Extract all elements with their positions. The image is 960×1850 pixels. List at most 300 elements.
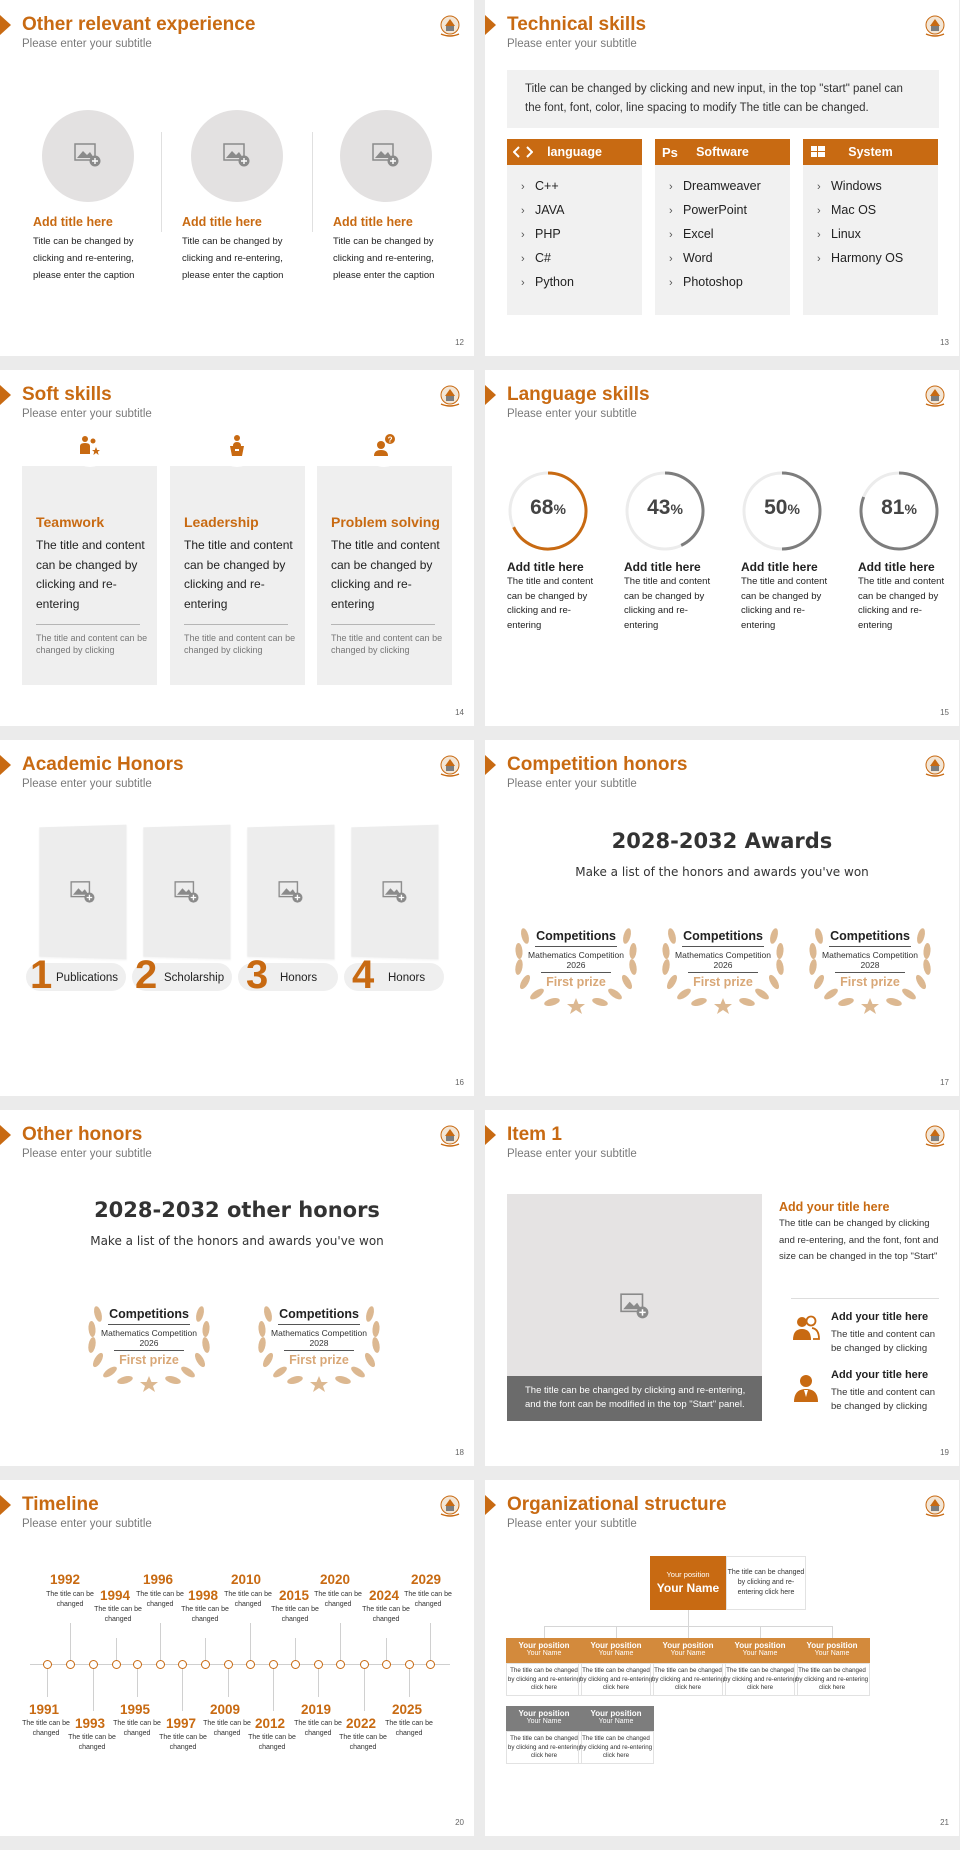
item-desc: Title can be changed by clicking and re-entering, please enter the caption <box>333 236 435 281</box>
org-name: Your Name <box>656 1581 720 1595</box>
card-divider <box>36 624 140 625</box>
crest-logo-icon <box>921 12 949 40</box>
award-divider <box>108 1324 190 1325</box>
award-divider <box>114 1350 184 1351</box>
timeline-dot <box>426 1660 435 1669</box>
crest-logo-icon <box>921 382 949 410</box>
org-desc: The title can be changed by clicking and re-entering click here <box>722 1663 798 1696</box>
slide-title: Language skills <box>507 384 650 405</box>
award-title: Competitions <box>830 929 910 943</box>
award-badge <box>80 1296 218 1396</box>
card-desc: The title and content can be changed by clicking and re-entering <box>331 538 440 611</box>
slide-subtitle: Please enter your subtitle <box>22 1148 152 1160</box>
timeline-stem <box>116 1638 117 1660</box>
svg-text:Ps: Ps <box>662 145 678 160</box>
org-head-desc: The title can be changed by clicking and re-entering click here <box>726 1556 806 1610</box>
column-header <box>803 139 938 165</box>
ring-value: 50% <box>764 496 800 519</box>
award-detail: Mathematics Competition 2028 <box>271 1328 367 1348</box>
timeline-text: The title can be changed <box>46 1591 94 1608</box>
slide-subtitle: Please enter your subtitle <box>22 778 152 790</box>
slide-subtitle: Please enter your subtitle <box>22 1518 152 1530</box>
timeline-stem <box>318 1669 319 1697</box>
page-number: 13 <box>940 338 949 347</box>
timeline-text: The title can be changed <box>339 1734 387 1751</box>
award-title: Competitions <box>109 1307 189 1321</box>
image-placeholder-icon <box>382 880 408 904</box>
honor-label: Publications <box>56 972 119 984</box>
card-note: The title and content can be changed by clicking <box>184 633 296 655</box>
group-icon <box>791 1313 821 1343</box>
slide-15[interactable] <box>485 370 959 726</box>
teamwork-icon <box>78 434 102 458</box>
timeline-stem <box>430 1623 431 1660</box>
award-title: Competitions <box>279 1307 359 1321</box>
card-title: Leadership <box>184 514 259 530</box>
timeline-stem <box>273 1669 274 1711</box>
column-header-label: Software <box>696 145 749 159</box>
slide-title: Item 1 <box>507 1124 562 1145</box>
slide-title: Organizational structure <box>507 1494 727 1515</box>
awards-subheading: Make a list of the honors and awards you've won <box>90 1234 384 1248</box>
image-placeholder-icon <box>74 142 102 168</box>
card-title: Teamwork <box>36 514 105 530</box>
timeline-dot <box>291 1660 300 1669</box>
timeline-stem <box>295 1638 296 1660</box>
timeline-dot <box>246 1660 255 1669</box>
timeline-year: 1992 <box>50 1572 81 1587</box>
ring-desc: The title and content can be changed by clicking and re-entering <box>507 576 594 631</box>
timeline-text: The title can be changed <box>136 1591 184 1608</box>
timeline-stem <box>70 1623 71 1660</box>
timeline-dot <box>269 1660 278 1669</box>
list-item: › Mac OS <box>817 199 938 223</box>
card-divider <box>331 624 435 625</box>
slide-title: Other honors <box>22 1124 143 1145</box>
award-title: Competitions <box>683 929 763 943</box>
image-placeholder[interactable] <box>143 825 230 960</box>
list-item: › Word <box>669 247 790 271</box>
timeline-dot <box>314 1660 323 1669</box>
image-placeholder[interactable] <box>340 110 432 202</box>
image-placeholder-icon <box>372 142 400 168</box>
skill-list <box>655 165 790 295</box>
skill-column-software <box>655 139 790 315</box>
skill-list <box>803 165 938 271</box>
org-box[interactable]: Your position Your Name <box>722 1638 798 1663</box>
page-number: 18 <box>455 1448 464 1457</box>
page-number: 15 <box>940 708 949 717</box>
timeline-stem <box>205 1638 206 1660</box>
ring-title: Add title here <box>507 560 584 574</box>
item-title: Add title here <box>182 215 262 229</box>
timeline-year: 1996 <box>143 1572 174 1587</box>
page-number: 17 <box>940 1078 949 1087</box>
crest-logo-icon <box>436 752 464 780</box>
slide-16[interactable] <box>0 740 474 1096</box>
timeline-year: 2019 <box>301 1702 332 1717</box>
timeline-text: The title can be changed <box>224 1591 272 1608</box>
title-marker <box>485 15 496 35</box>
awards-heading: 2028-2032 other honors <box>94 1198 380 1222</box>
award-detail: Mathematics Competition 2026 <box>675 950 771 970</box>
org-box[interactable]: Your position Your Name <box>578 1638 654 1663</box>
timeline-text: The title can be changed <box>94 1606 142 1623</box>
timeline-year: 2029 <box>411 1572 442 1587</box>
card-divider <box>184 624 288 625</box>
timeline-year: 2020 <box>320 1572 351 1587</box>
awards-subheading: Make a list of the honors and awards you've won <box>575 865 869 879</box>
crest-logo-icon <box>921 752 949 780</box>
image-placeholder[interactable] <box>191 110 283 202</box>
slide-title: Other relevant experience <box>22 14 256 35</box>
progress-ring <box>741 470 823 552</box>
title-marker <box>485 385 496 405</box>
timeline-dot <box>178 1660 187 1669</box>
crest-logo-icon <box>921 1492 949 1520</box>
ring-title: Add title here <box>741 560 818 574</box>
timeline-text: The title can be changed <box>22 1720 70 1737</box>
icon-badge <box>216 425 258 467</box>
person-icon <box>791 1373 821 1403</box>
timeline-stem <box>386 1638 387 1660</box>
award-detail: Mathematics Competition 2026 <box>101 1328 197 1348</box>
awards-heading: 2028-2032 Awards <box>611 829 833 853</box>
slide-19[interactable] <box>485 1110 959 1466</box>
org-connector <box>688 1626 689 1638</box>
ring-desc: The title and content can be changed by clicking and re-entering <box>741 576 828 631</box>
point-title: Add your title here <box>831 1369 929 1381</box>
image-placeholder[interactable] <box>351 825 438 960</box>
title-marker <box>485 755 496 775</box>
award-detail: Mathematics Competition 2026 <box>528 950 624 970</box>
progress-ring <box>507 470 589 552</box>
slide-subtitle: Please enter your subtitle <box>22 408 152 420</box>
image-placeholder-icon <box>70 880 96 904</box>
ring-title: Add title here <box>624 560 701 574</box>
point-desc: The title and content can be changed by clicking <box>831 1329 936 1354</box>
title-marker <box>485 1125 496 1145</box>
org-box[interactable]: Your position Your Name <box>578 1706 654 1731</box>
leader-podium-icon <box>225 434 249 458</box>
timeline-text: The title can be changed <box>181 1606 229 1623</box>
image-caption: The title can be changed by clicking and re-entering, and the font can be modified in the top "Start" panel. <box>507 1376 762 1421</box>
intro-text: Title can be changed by clicking and new input, in the top "start" panel can the font, font, color, line spacing to modify The title can be changed. <box>507 70 939 128</box>
skill-card <box>317 466 452 685</box>
slide-13[interactable] <box>485 0 959 356</box>
timeline-text: The title can be changed <box>248 1734 296 1751</box>
org-head-box[interactable] <box>650 1556 726 1610</box>
list-item: › PHP <box>521 223 642 247</box>
award-detail: Mathematics Competition 2028 <box>822 950 918 970</box>
item-desc: Title can be changed by clicking and re-entering, please enter the caption <box>182 236 284 281</box>
timeline-text: The title can be changed <box>159 1734 207 1751</box>
slide-subtitle: Please enter your subtitle <box>507 1518 637 1530</box>
crest-logo-icon <box>436 382 464 410</box>
skill-column-system <box>803 139 938 315</box>
svg-text:?: ? <box>387 435 393 445</box>
ps-icon <box>661 144 681 160</box>
timeline-dot <box>201 1660 210 1669</box>
slide-subtitle: Please enter your subtitle <box>507 408 637 420</box>
page-number: 21 <box>940 1818 949 1827</box>
column-header-label: language <box>547 145 602 159</box>
icon-badge <box>69 425 111 467</box>
org-connector <box>544 1626 545 1638</box>
timeline-dot <box>43 1660 52 1669</box>
list-item: › PowerPoint <box>669 199 790 223</box>
award-prize: First prize <box>840 975 900 989</box>
skill-column-language <box>507 139 642 315</box>
slide-title: Timeline <box>22 1494 99 1515</box>
timeline-year: 2025 <box>392 1702 423 1717</box>
award-prize: First prize <box>289 1353 349 1367</box>
org-box[interactable]: Your position Your Name <box>794 1638 870 1663</box>
timeline-dot <box>156 1660 165 1669</box>
org-desc: The title can be changed by clicking and re-entering click here <box>794 1663 870 1696</box>
award-divider <box>688 972 758 973</box>
code-icon <box>513 144 533 160</box>
timeline-text: The title can be changed <box>362 1606 410 1623</box>
item-desc: Title can be changed by clicking and re-entering, please enter the caption <box>33 236 135 281</box>
title-marker <box>0 15 11 35</box>
honor-label: Honors <box>280 972 318 984</box>
org-connector <box>688 1610 689 1626</box>
divider <box>161 132 162 232</box>
timeline-dot <box>133 1660 142 1669</box>
slide-subtitle: Please enter your subtitle <box>507 38 637 50</box>
page-number: 19 <box>940 1448 949 1457</box>
title-marker <box>0 755 11 775</box>
timeline-text: The title can be changed <box>385 1720 433 1737</box>
timeline-stem <box>47 1669 48 1697</box>
timeline-text: The title can be changed <box>314 1591 362 1608</box>
crest-logo-icon <box>436 1122 464 1150</box>
org-connector <box>832 1626 833 1638</box>
skill-list <box>507 165 642 295</box>
ring-value: 68% <box>530 496 566 519</box>
org-connector <box>760 1626 761 1638</box>
timeline-year: 1991 <box>29 1702 60 1717</box>
award-divider <box>284 1350 354 1351</box>
award-badge <box>801 918 939 1018</box>
award-divider <box>541 972 611 973</box>
page-number: 12 <box>455 338 464 347</box>
list-item: › Windows <box>817 175 938 199</box>
card-desc: The title and content can be changed by clicking and re-entering <box>36 538 145 611</box>
org-connector <box>616 1626 617 1638</box>
card-note: The title and content can be changed by clicking <box>36 633 148 655</box>
timeline-dot <box>360 1660 369 1669</box>
list-item: › Dreamweaver <box>669 175 790 199</box>
timeline-year: 2022 <box>346 1716 377 1731</box>
point-title: Add your title here <box>831 1311 929 1323</box>
column-header <box>507 139 642 165</box>
crest-logo-icon <box>436 1492 464 1520</box>
list-item: › Photoshop <box>669 271 790 295</box>
divider <box>312 132 313 232</box>
award-badge <box>250 1296 388 1396</box>
ring-title: Add title here <box>858 560 935 574</box>
list-item: › Python <box>521 271 642 295</box>
ring-value: 81% <box>881 496 917 519</box>
point-desc: The title and content can be changed by clicking <box>831 1387 936 1412</box>
timeline-dot <box>66 1660 75 1669</box>
timeline-year: 1993 <box>75 1716 106 1731</box>
crest-logo-icon <box>921 1122 949 1150</box>
ring-value: 43% <box>647 496 683 519</box>
ring-desc: The title and content can be changed by clicking and re-entering <box>858 576 945 631</box>
image-placeholder-icon <box>223 142 251 168</box>
award-divider <box>829 946 911 947</box>
award-title: Competitions <box>536 929 616 943</box>
card-title: Problem solving <box>331 514 440 530</box>
timeline-stem <box>182 1669 183 1711</box>
org-desc: The title can be changed by clicking and re-entering click here <box>578 1663 654 1696</box>
timeline-text: The title can be changed <box>68 1734 116 1751</box>
honor-label: Honors <box>388 972 426 984</box>
slide-21[interactable] <box>485 1480 959 1836</box>
timeline-dot <box>405 1660 414 1669</box>
timeline-dot <box>112 1660 121 1669</box>
award-prize: First prize <box>546 975 606 989</box>
timeline-year: 1994 <box>100 1588 131 1603</box>
windows-icon <box>809 144 829 160</box>
honor-number: 3 <box>246 953 269 997</box>
page-number: 20 <box>455 1818 464 1827</box>
progress-ring <box>858 470 940 552</box>
timeline-year: 2024 <box>369 1588 400 1603</box>
honor-number: 1 <box>30 953 53 997</box>
title-marker <box>0 1495 11 1515</box>
timeline-text: The title can be changed <box>203 1720 251 1737</box>
item-title: Add title here <box>333 215 413 229</box>
slide-14[interactable] <box>0 370 474 726</box>
org-position: Your position <box>666 1570 710 1579</box>
divider <box>791 1298 939 1299</box>
list-item: › Harmony OS <box>817 247 938 271</box>
page-number: 14 <box>455 708 464 717</box>
column-header <box>655 139 790 165</box>
page-number: 16 <box>455 1078 464 1087</box>
item-title: Add title here <box>33 215 113 229</box>
timeline-stem <box>364 1669 365 1711</box>
section-title: Add your title here <box>779 1200 890 1214</box>
timeline-text: The title can be changed <box>113 1720 161 1737</box>
timeline-dot <box>89 1660 98 1669</box>
slide-title: Technical skills <box>507 14 647 35</box>
list-item: › C++ <box>521 175 642 199</box>
award-prize: First prize <box>693 975 753 989</box>
timeline-year: 2009 <box>210 1702 241 1717</box>
award-badge <box>507 918 645 1018</box>
org-desc: The title can be changed by clicking and re-entering click here <box>506 1731 582 1764</box>
image-placeholder[interactable] <box>247 825 334 960</box>
org-box[interactable]: Your position Your Name <box>650 1638 726 1663</box>
org-desc: The title can be changed by clicking and re-entering click here <box>578 1731 654 1764</box>
crest-logo-icon <box>436 12 464 40</box>
award-badge <box>654 918 792 1018</box>
skill-card <box>22 466 157 685</box>
org-desc: The title can be changed by clicking and re-entering click here <box>650 1663 726 1696</box>
card-note: The title and content can be changed by clicking <box>331 633 443 655</box>
slide-title: Competition honors <box>507 754 688 775</box>
timeline-dot <box>382 1660 391 1669</box>
card-desc: The title and content can be changed by clicking and re-entering <box>184 538 293 611</box>
list-item: › JAVA <box>521 199 642 223</box>
slide-subtitle: Please enter your subtitle <box>507 778 637 790</box>
slide-subtitle: Please enter your subtitle <box>507 1148 637 1160</box>
award-divider <box>682 946 764 947</box>
timeline-stem <box>409 1669 410 1697</box>
award-divider <box>535 946 617 947</box>
question-person-icon <box>372 434 396 458</box>
slide-title: Soft skills <box>22 384 112 405</box>
timeline-stem <box>137 1669 138 1697</box>
list-item: › Excel <box>669 223 790 247</box>
list-item: › Linux <box>817 223 938 247</box>
honor-number: 4 <box>352 953 375 997</box>
timeline-stem <box>93 1669 94 1711</box>
image-placeholder-icon <box>174 880 200 904</box>
timeline-text: The title can be changed <box>294 1720 342 1737</box>
timeline-stem <box>340 1623 341 1660</box>
slide-18[interactable] <box>0 1110 474 1466</box>
title-marker <box>0 1125 11 1145</box>
award-prize: First prize <box>119 1353 179 1367</box>
timeline-stem <box>250 1623 251 1660</box>
progress-ring <box>624 470 706 552</box>
award-divider <box>835 972 905 973</box>
timeline-text: The title can be changed <box>404 1591 452 1608</box>
timeline-year: 1997 <box>166 1716 197 1731</box>
org-desc: The title can be changed by clicking and re-entering click here <box>506 1663 582 1696</box>
title-marker <box>0 385 11 405</box>
icon-badge <box>363 425 405 467</box>
timeline-text: The title can be changed <box>271 1606 319 1623</box>
award-divider <box>278 1324 360 1325</box>
timeline-year: 2010 <box>231 1572 262 1587</box>
timeline-dot <box>224 1660 233 1669</box>
image-placeholder[interactable] <box>39 825 126 960</box>
timeline-dot <box>336 1660 345 1669</box>
column-header-label: System <box>848 145 893 159</box>
slide-17[interactable] <box>485 740 959 1096</box>
title-marker <box>485 1495 496 1515</box>
slide-12[interactable] <box>0 0 474 356</box>
slide-20[interactable] <box>0 1480 474 1836</box>
image-placeholder[interactable] <box>42 110 134 202</box>
org-box[interactable]: Your position Your Name <box>506 1638 582 1663</box>
org-box[interactable]: Your position Your Name <box>506 1706 582 1731</box>
slide-title: Academic Honors <box>22 754 184 775</box>
timeline-stem <box>160 1623 161 1660</box>
skill-card <box>170 466 305 685</box>
timeline-year: 2015 <box>279 1588 310 1603</box>
section-desc: The title can be changed by clicking and re-entering, and the font, font and size can be changed in the top "Start" <box>779 1218 939 1262</box>
honor-label: Scholarship <box>164 972 225 984</box>
timeline-stem <box>228 1669 229 1697</box>
list-item: › C# <box>521 247 642 271</box>
honor-number: 2 <box>135 953 158 997</box>
slide-subtitle: Please enter your subtitle <box>22 38 152 50</box>
timeline-year: 1995 <box>120 1702 151 1717</box>
image-placeholder-icon <box>620 1292 650 1320</box>
timeline-year: 2012 <box>255 1716 286 1731</box>
timeline-year: 1998 <box>188 1588 219 1603</box>
image-placeholder-icon <box>278 880 304 904</box>
ring-desc: The title and content can be changed by clicking and re-entering <box>624 576 711 631</box>
